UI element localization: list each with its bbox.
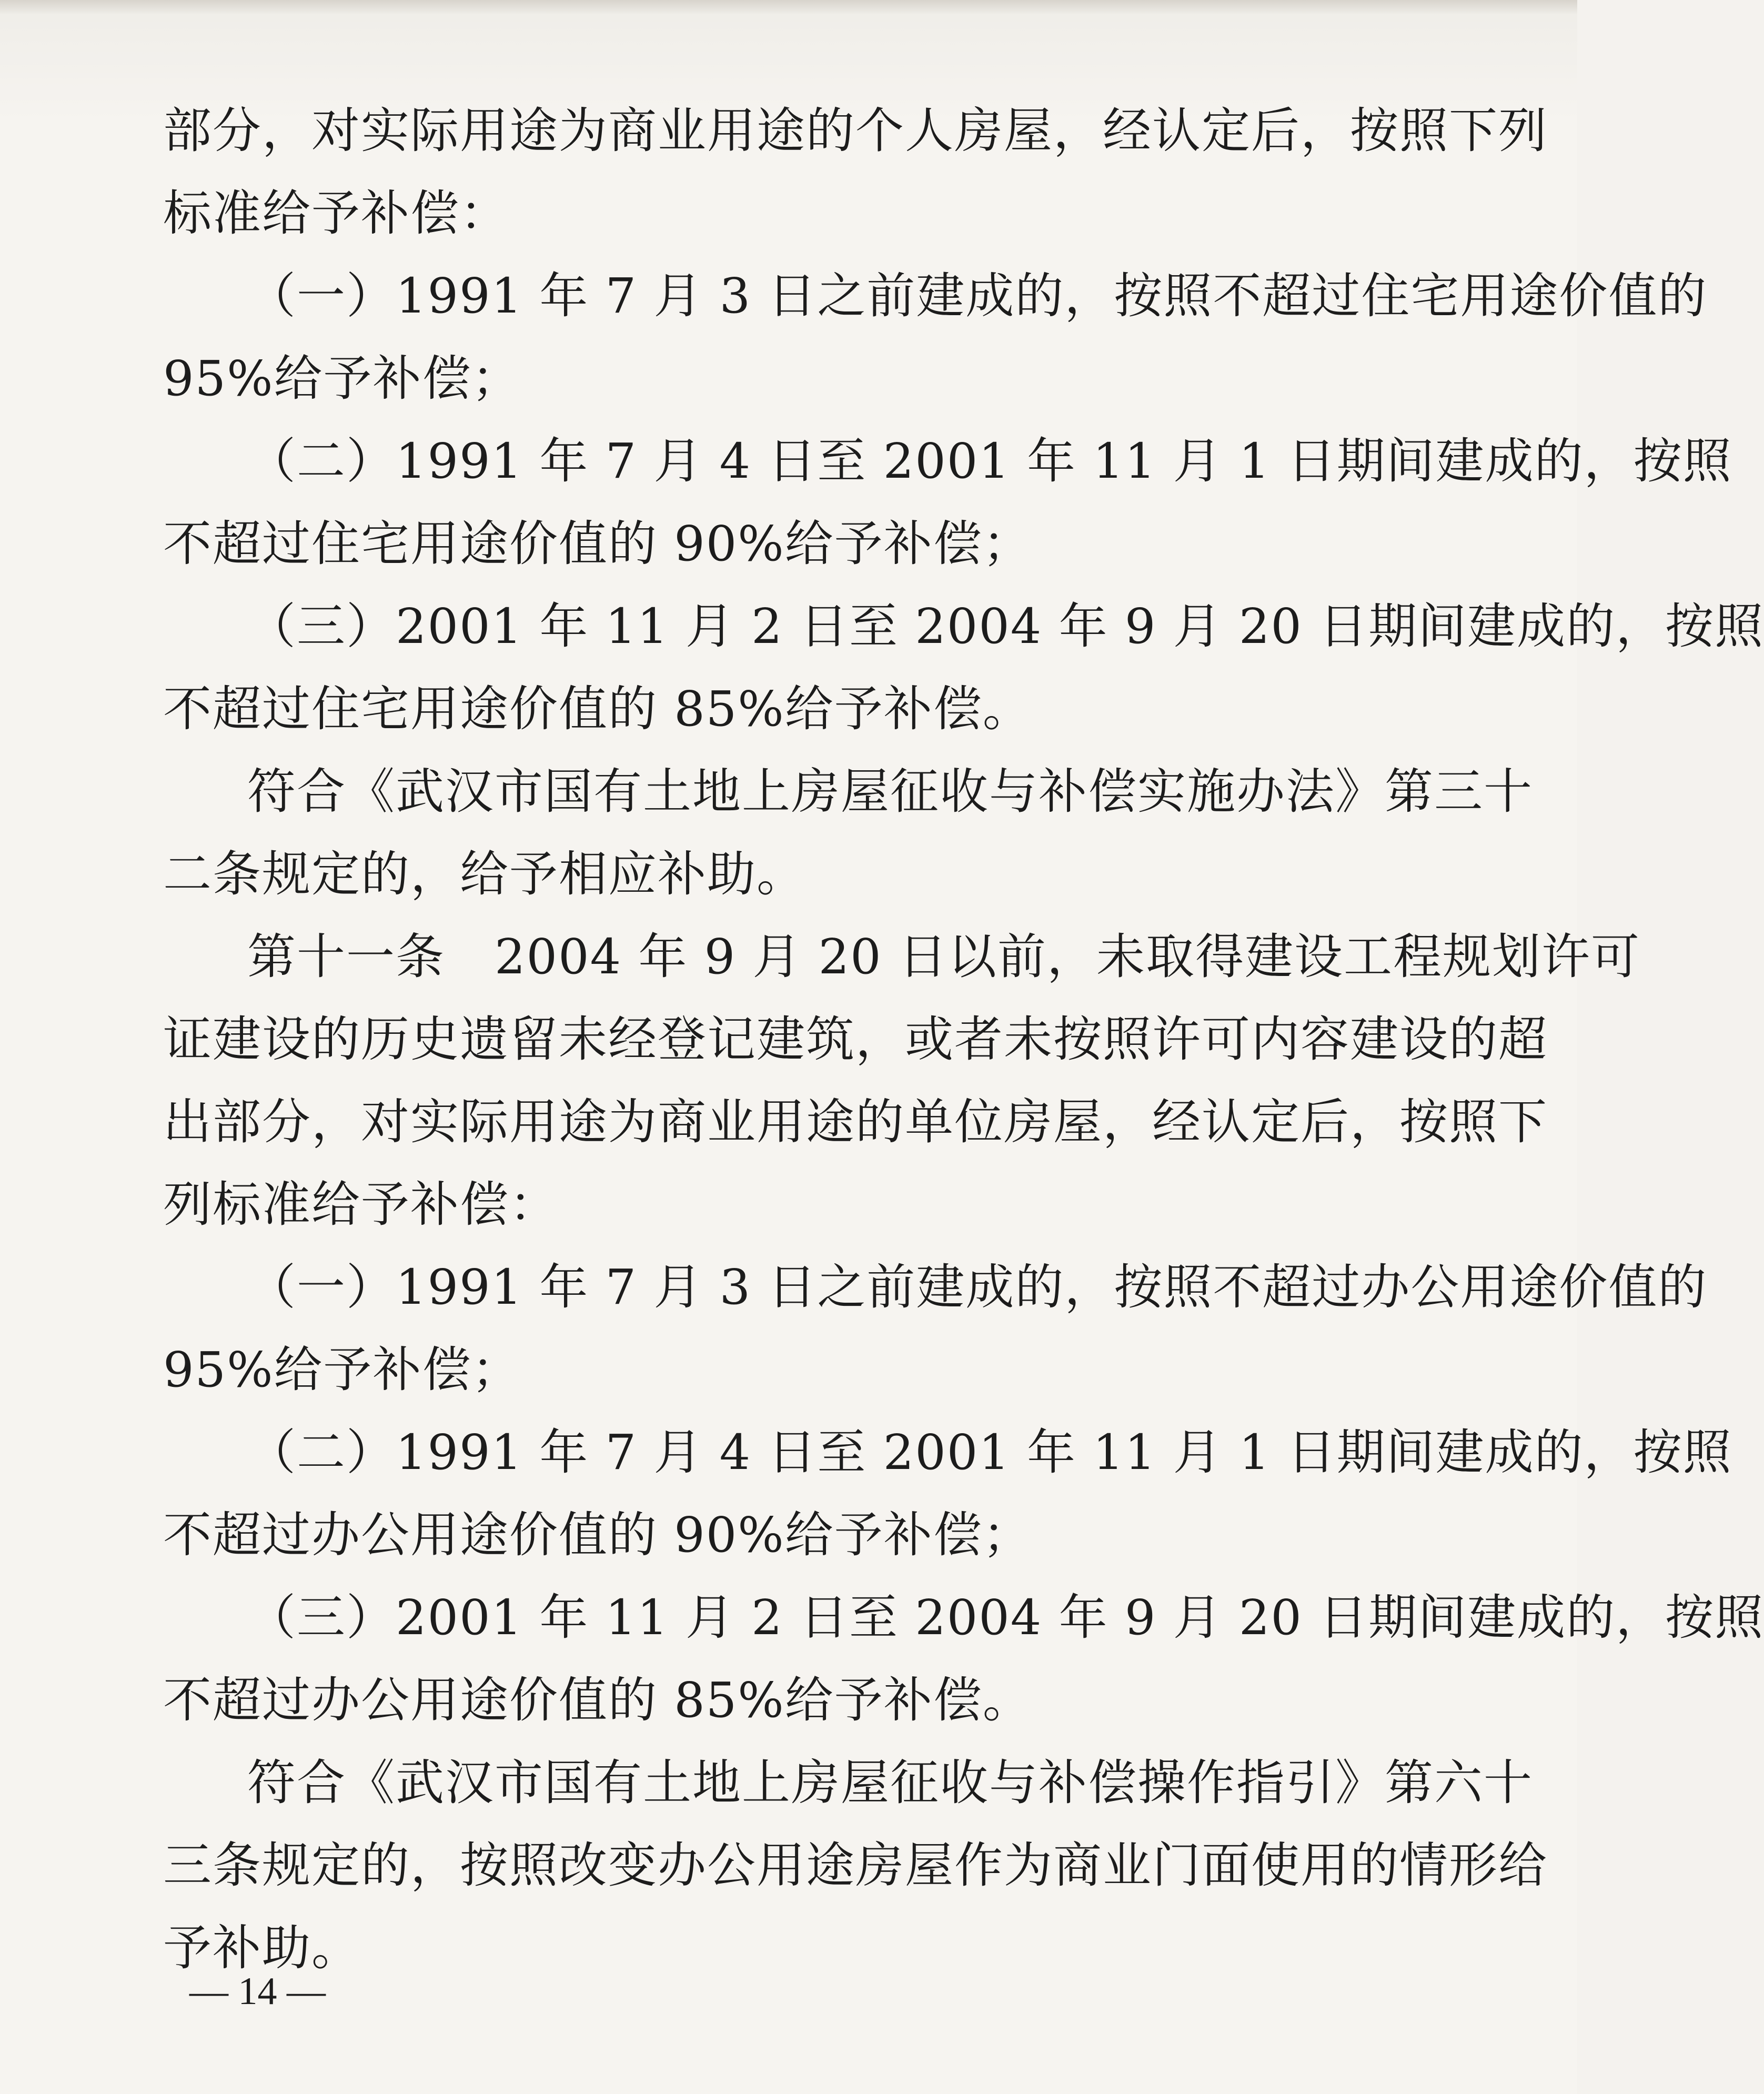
- text-line: （一）1991 年 7 月 3 日之前建成的，按照不超过住宅用途价值的: [247, 268, 1708, 324]
- text-line: 列标准给予补偿：: [163, 1176, 559, 1233]
- text-line: 标准给予补偿：: [163, 185, 510, 241]
- text-line: （三）2001 年 11 月 2 日至 2004 年 9 月 20 日期间建成的，按照: [247, 598, 1764, 655]
- text-line: 不超过住宅用途价值的 85%给予补偿。: [163, 681, 1032, 737]
- text-line: 三条规定的，按照改变办公用途房屋作为商业门面使用的情形给: [163, 1837, 1548, 1894]
- text-line: 符合《武汉市国有土地上房屋征收与补偿操作指引》第六十: [247, 1755, 1534, 1811]
- text-line: 证建设的历史遗留未经登记建筑，或者未按照许可内容建设的超: [163, 1011, 1548, 1068]
- text-line: 不超过办公用途价值的 90%给予补偿；: [163, 1507, 1032, 1563]
- page-number: — 14 —: [189, 1970, 326, 2013]
- text-line: （一）1991 年 7 月 3 日之前建成的，按照不超过办公用途价值的: [247, 1259, 1708, 1315]
- text-line: 部分，对实际用途为商业用途的个人房屋，经认定后，按照下列: [163, 103, 1548, 159]
- page-top-edge: [0, 0, 1577, 15]
- text-line: 符合《武汉市国有土地上房屋征收与补偿实施办法》第三十: [247, 763, 1534, 820]
- text-line: 95%给予补偿；: [163, 350, 521, 407]
- text-line: 出部分，对实际用途为商业用途的单位房屋，经认定后，按照下: [163, 1094, 1548, 1150]
- text-line: 二条规定的，给予相应补助。: [163, 846, 807, 902]
- article-heading-line: 第十一条 2004 年 9 月 20 日以前，未取得建设工程规划许可: [247, 929, 1640, 985]
- text-line: 不超过住宅用途价值的 90%给予补偿；: [163, 516, 1032, 572]
- text-line: （三）2001 年 11 月 2 日至 2004 年 9 月 20 日期间建成的，按照: [247, 1589, 1764, 1646]
- text-line: 不超过办公用途价值的 85%给予补偿。: [163, 1672, 1032, 1728]
- text-line: 予补助。: [163, 1920, 361, 1976]
- text-line: （二）1991 年 7 月 4 日至 2001 年 11 月 1 日期间建成的，按照: [247, 1424, 1732, 1481]
- text-line: 95%给予补偿；: [163, 1342, 521, 1398]
- body-text: [163, 89, 1764, 1989]
- text-line: （二）1991 年 7 月 4 日至 2001 年 11 月 1 日期间建成的，按照: [247, 433, 1732, 489]
